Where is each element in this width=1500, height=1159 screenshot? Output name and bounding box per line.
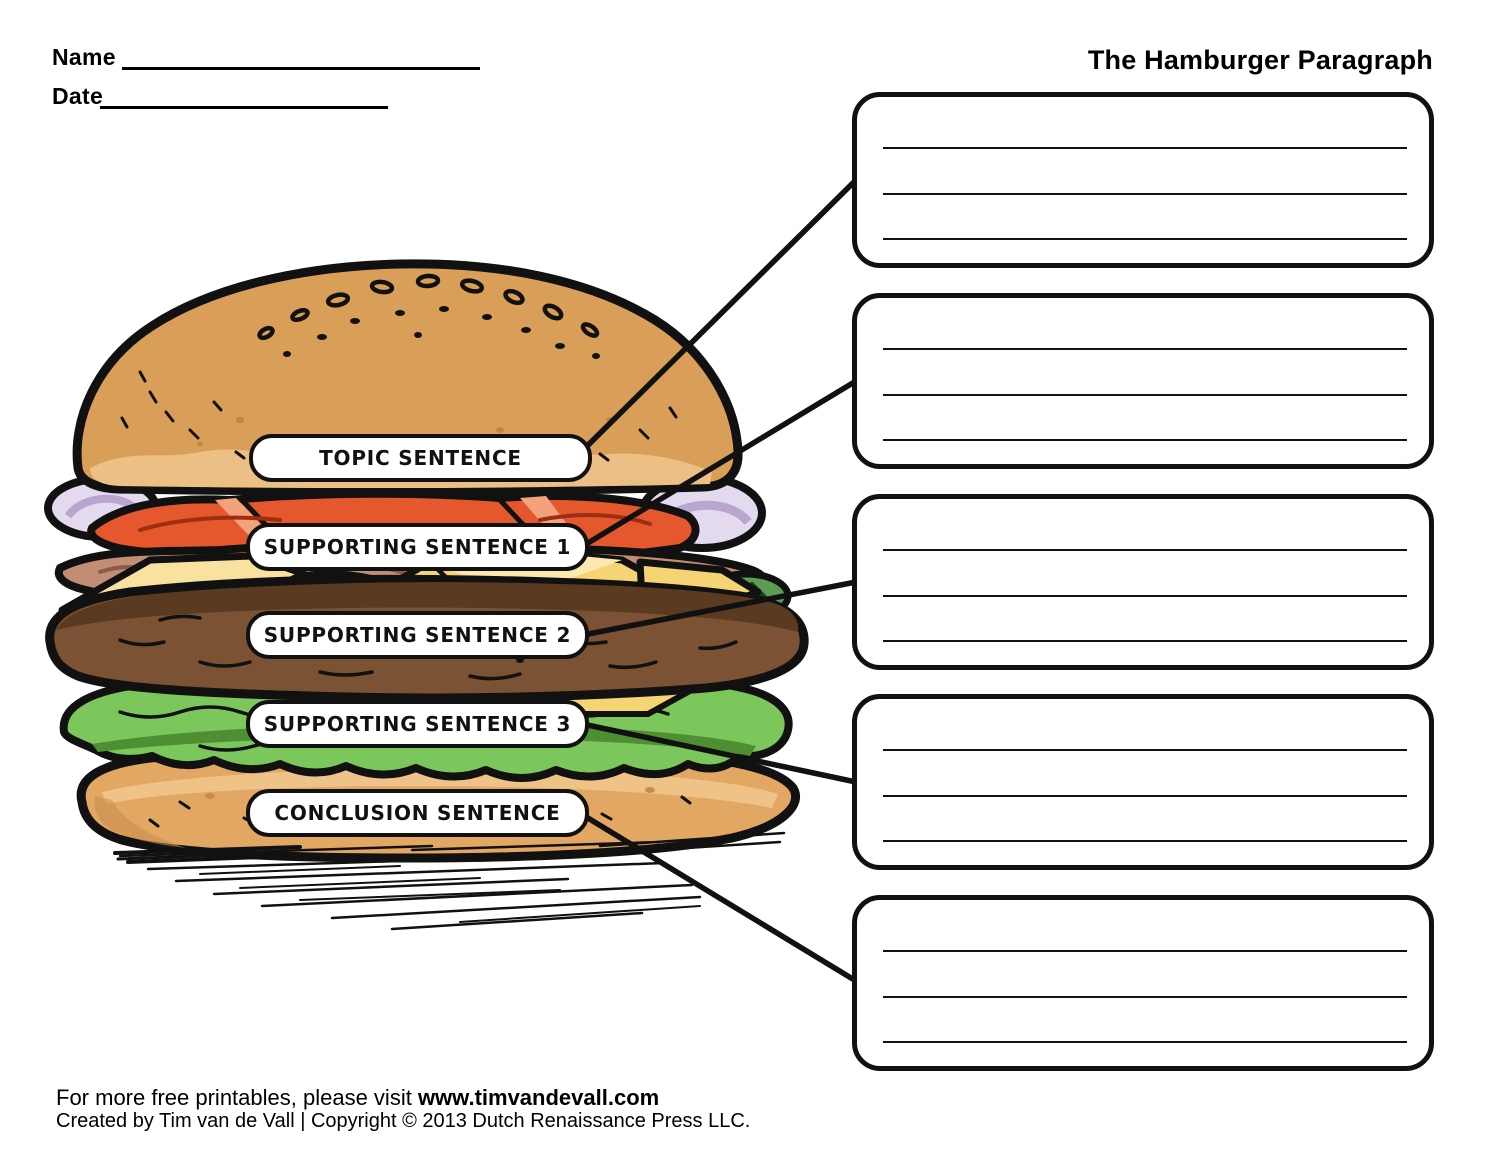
writing-line bbox=[883, 996, 1407, 998]
footer-site-link: www.timvandevall.com bbox=[417, 1085, 660, 1110]
writing-line bbox=[883, 549, 1407, 551]
label-conclusion-sentence bbox=[246, 789, 589, 837]
label-text: SUPPORTING SENTENCE 1 bbox=[263, 535, 572, 559]
writing-line bbox=[883, 238, 1407, 240]
date-line[interactable] bbox=[100, 106, 388, 109]
answer-box-topic[interactable] bbox=[852, 92, 1434, 268]
writing-line bbox=[883, 749, 1407, 751]
writing-line bbox=[883, 950, 1407, 952]
label-text: SUPPORTING SENTENCE 2 bbox=[263, 623, 572, 647]
label-text: TOPIC SENTENCE bbox=[319, 446, 522, 470]
writing-line bbox=[883, 193, 1407, 195]
footer-text: For more free printables, please visit bbox=[56, 1085, 418, 1110]
footer-credit-line-1 bbox=[56, 1085, 659, 1111]
writing-line bbox=[883, 640, 1407, 642]
writing-line bbox=[883, 795, 1407, 797]
date-label: Date bbox=[52, 83, 104, 109]
label-topic-sentence bbox=[249, 434, 592, 482]
label-supporting-sentence-3 bbox=[246, 700, 589, 748]
answer-box-supporting-3[interactable] bbox=[852, 694, 1434, 870]
writing-line bbox=[883, 394, 1407, 396]
writing-line bbox=[883, 348, 1407, 350]
writing-line bbox=[883, 840, 1407, 842]
writing-line bbox=[883, 595, 1407, 597]
answer-box-conclusion[interactable] bbox=[852, 895, 1434, 1071]
label-text: CONCLUSION SENTENCE bbox=[274, 801, 561, 825]
label-supporting-sentence-1 bbox=[246, 523, 589, 571]
label-text: SUPPORTING SENTENCE 3 bbox=[263, 712, 572, 736]
writing-line bbox=[883, 147, 1407, 149]
name-label: Name bbox=[52, 44, 116, 70]
writing-line bbox=[883, 439, 1407, 441]
name-line[interactable] bbox=[122, 67, 480, 70]
answer-box-supporting-2[interactable] bbox=[852, 494, 1434, 670]
label-supporting-sentence-2 bbox=[246, 611, 589, 659]
writing-line bbox=[883, 1041, 1407, 1043]
footer-credit-line-2: Created by Tim van de Vall | Copyright © 2013 Dutch Renaissance Press LLC. bbox=[56, 1110, 751, 1132]
page-title: The Hamburger Paragraph bbox=[1087, 45, 1433, 75]
answer-box-supporting-1[interactable] bbox=[852, 293, 1434, 469]
